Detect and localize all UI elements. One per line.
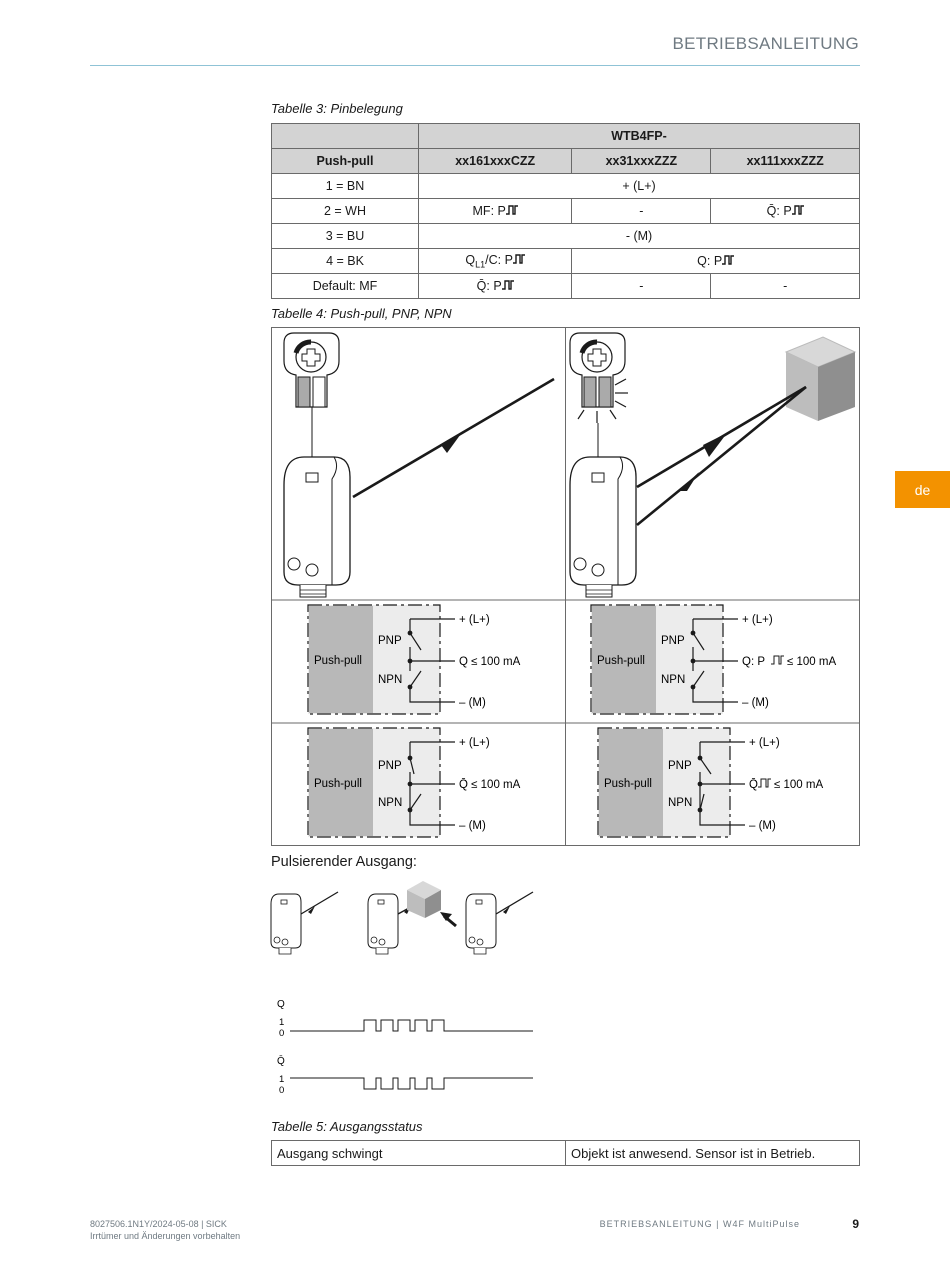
pin-cell: 3 = BU xyxy=(272,224,419,249)
pulse-symbol-icon xyxy=(758,779,771,787)
value-cell: - xyxy=(572,199,711,224)
pin-cell: 1 = BN xyxy=(272,174,419,199)
column-header: xx31xxxZZZ xyxy=(572,149,711,174)
group-header: WTB4FP- xyxy=(419,124,860,149)
footer-doc-id: 8027506.1N1Y/2024-05-08 | SICK xyxy=(90,1219,227,1229)
value-text: Q: P xyxy=(697,254,723,268)
pulse-symbol-icon xyxy=(771,656,784,664)
circuit-cell-1 xyxy=(308,605,521,714)
level-low-label: 0 xyxy=(279,1085,285,1096)
object-cube-icon xyxy=(786,337,855,421)
sensor-illustration-left xyxy=(284,333,554,597)
header-rule xyxy=(90,65,860,66)
pulse-symbol-icon xyxy=(792,205,804,215)
sensor-stage-3 xyxy=(466,892,533,954)
circuit-box-label: Push-pull xyxy=(314,778,362,790)
pin-cell: Default: MF xyxy=(272,274,419,299)
pin-cell: 4 = BK xyxy=(272,249,419,274)
value-text: MF: P xyxy=(472,204,506,218)
footer-doc-title: BETRIEBSANLEITUNG | W4F MultiPulse xyxy=(599,1219,800,1229)
output-label: Q ≤ 100 mA xyxy=(459,656,521,668)
ground-label: – (M) xyxy=(459,697,486,709)
value-cell: + (L+) xyxy=(419,174,860,199)
circuit-cell-3 xyxy=(308,728,521,837)
object-cube-icon xyxy=(407,881,441,918)
circuit-cell-2 xyxy=(591,605,836,714)
value-cell xyxy=(572,249,860,274)
q-signal-label: Q xyxy=(277,999,285,1010)
column-header: xx161xxxCZZ xyxy=(419,149,572,174)
value-subscript: L1 xyxy=(475,259,486,270)
column-header: xx111xxxZZZ xyxy=(711,149,860,174)
value-text: /C: P xyxy=(485,252,513,267)
column-header: Push-pull xyxy=(272,149,419,174)
output-current-label: ≤ 100 mA xyxy=(774,779,824,791)
table3-caption: Tabelle 3: Pinbelegung xyxy=(271,101,403,116)
pnp-label: PNP xyxy=(661,635,685,647)
value-text: Q̄: P xyxy=(766,204,792,218)
table-row xyxy=(272,249,860,274)
sensor-illustration-right xyxy=(570,333,855,597)
footer-left xyxy=(90,1218,240,1242)
table-row xyxy=(272,274,860,299)
npn-label: NPN xyxy=(661,674,686,686)
push-pull-diagram-table xyxy=(271,327,860,846)
status-meaning-cell: Objekt ist anwesend. Sensor ist in Betrieb. xyxy=(566,1141,860,1166)
supply-label: + (L+) xyxy=(459,614,490,626)
value-text: Q̄: P xyxy=(476,279,502,293)
sensor-stage-1 xyxy=(271,892,338,954)
level-low-label: 0 xyxy=(279,1028,285,1039)
npn-label: NPN xyxy=(378,797,403,809)
circuit-box-label: Push-pull xyxy=(604,778,652,790)
output-current-label: ≤ 100 mA xyxy=(787,656,837,668)
output-label: Q̄ xyxy=(749,779,758,791)
circuit-box-label: Push-pull xyxy=(597,655,645,667)
table-row xyxy=(272,224,860,249)
pulse-output-figure xyxy=(268,874,548,1104)
value-cell xyxy=(419,274,572,299)
supply-label: + (L+) xyxy=(459,737,490,749)
value-cell: - xyxy=(572,274,711,299)
output-label: Q: P xyxy=(742,656,766,668)
pulse-heading: Pulsierender Ausgang: xyxy=(271,854,417,870)
pulse-symbol-icon xyxy=(502,280,514,290)
pulse-symbol-icon xyxy=(722,255,734,265)
value-cell xyxy=(711,199,860,224)
output-status-table xyxy=(271,1140,860,1166)
sensor-stage-2 xyxy=(368,881,456,954)
ground-label: – (M) xyxy=(749,820,776,832)
level-high-label: 1 xyxy=(279,1017,285,1028)
npn-label: NPN xyxy=(378,674,403,686)
table-row xyxy=(272,149,860,174)
ground-label: – (M) xyxy=(459,820,486,832)
language-tab[interactable]: de xyxy=(895,471,950,508)
pulse-symbol-icon xyxy=(513,254,525,264)
pnp-label: PNP xyxy=(668,760,692,772)
qbar-signal-label: Q̄ xyxy=(277,1056,285,1067)
supply-label: + (L+) xyxy=(749,737,780,749)
ground-label: – (M) xyxy=(742,697,769,709)
npn-label: NPN xyxy=(668,797,693,809)
value-text: Q xyxy=(465,252,476,267)
table5-caption: Tabelle 5: Ausgangsstatus xyxy=(271,1119,423,1134)
table-corner-cell xyxy=(272,124,419,149)
table-row xyxy=(272,199,860,224)
page-number: 9 xyxy=(852,1217,859,1231)
table4-caption: Tabelle 4: Push-pull, PNP, NPN xyxy=(271,306,452,321)
level-high-label: 1 xyxy=(279,1074,285,1085)
table-row xyxy=(272,174,860,199)
pulse-symbol-icon xyxy=(506,205,518,215)
value-cell xyxy=(419,199,572,224)
circuit-cell-4 xyxy=(598,728,823,837)
header-title: BETRIEBSANLEITUNG xyxy=(672,34,859,53)
table-row xyxy=(272,1141,860,1166)
value-cell: - (M) xyxy=(419,224,860,249)
pnp-label: PNP xyxy=(378,635,402,647)
output-label: Q̄ ≤ 100 mA xyxy=(459,779,521,791)
q-timing-waveform xyxy=(290,1020,533,1031)
pin-assignment-table xyxy=(271,123,860,299)
pnp-label: PNP xyxy=(378,760,402,772)
status-state-cell: Ausgang schwingt xyxy=(272,1141,566,1166)
value-cell: - xyxy=(711,274,860,299)
circuit-box-label: Push-pull xyxy=(314,655,362,667)
table-row xyxy=(272,124,860,149)
supply-label: + (L+) xyxy=(742,614,773,626)
pin-cell: 2 = WH xyxy=(272,199,419,224)
value-cell xyxy=(419,249,572,274)
footer-disclaimer: Irrtümer und Änderungen vorbehalten xyxy=(90,1231,241,1241)
qbar-timing-waveform xyxy=(290,1078,533,1089)
